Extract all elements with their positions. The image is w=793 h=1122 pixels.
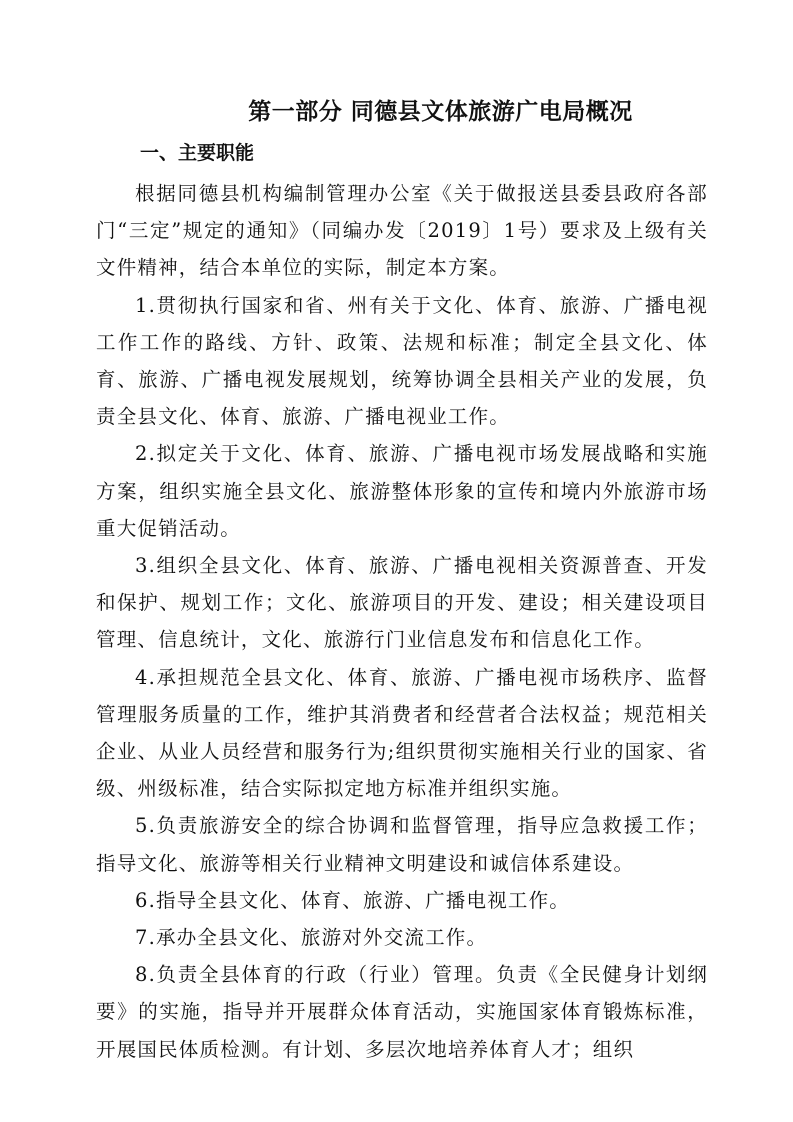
paragraph-item-6: 6.指导全县文化、体育、旅游、广播电视工作。: [135, 888, 571, 912]
paragraph-item-2: 2.拟定关于文化、体育、旅游、广播电视市场发展战略和实施方案，组织实施全县文化、旅游整体形象的宣传和境内外旅游市场重大促销活动。: [96, 442, 708, 540]
paragraph-intro: 根据同德县机构编制管理办公室《关于做报送县委县政府各部门“三定”规定的通知》（同编办发〔2019〕1号）要求及上级有关文件精神，结合本单位的实际，制定本方案。: [96, 182, 708, 280]
paragraph-item-3: 3.组织全县文化、体育、旅游、广播电视相关资源普查、开发和保护、规划工作；文化、旅游项目的开发、建设；相关建设项目管理、信息统计，文化、旅游行门业信息发布和信息化工作。: [96, 554, 708, 652]
paragraph-item-7: 7.承办全县文化、旅游对外交流工作。: [135, 926, 488, 950]
page-title: 第一部分 同德县文体旅游广电局概况: [248, 99, 633, 125]
document-body: [96, 175, 708, 1068]
paragraph-item-1: 1.贯彻执行国家和省、州有关于文化、体育、旅游、广播电视工作工作的路线、方针、政策、法规和标准；制定全县文化、体育、旅游、广播电视发展规划，统筹协调全县相关产业的发展，负责全县文化、体育、旅游、广播电视业工作。: [96, 293, 708, 429]
paragraph-item-8: 8.负责全县体育的行政（行业）管理。负责《全民健身计划纲要》的实施，指导并开展群众体育活动，实施国家体育锻炼标准，开展国民体质检测。有计划、多层次地培养体育人才；组织: [96, 963, 708, 1061]
paragraph-item-5: 5.负责旅游安全的综合协调和监督管理，指导应急救援工作；指导文化、旅游等相关行业精神文明建设和诚信体系建设。: [96, 814, 708, 875]
paragraph-item-4: 4.承担规范全县文化、体育、旅游、广播电视市场秩序、监督管理服务质量的工作，维护其消费者和经营者合法权益；规范相关企业、从业人员经营和服务行为;组织贯彻实施相关行业的国家、省级、州级标准，结合实际拟定地方标准并组织实施。: [96, 665, 708, 801]
section-heading: 一、主要职能: [140, 142, 255, 164]
